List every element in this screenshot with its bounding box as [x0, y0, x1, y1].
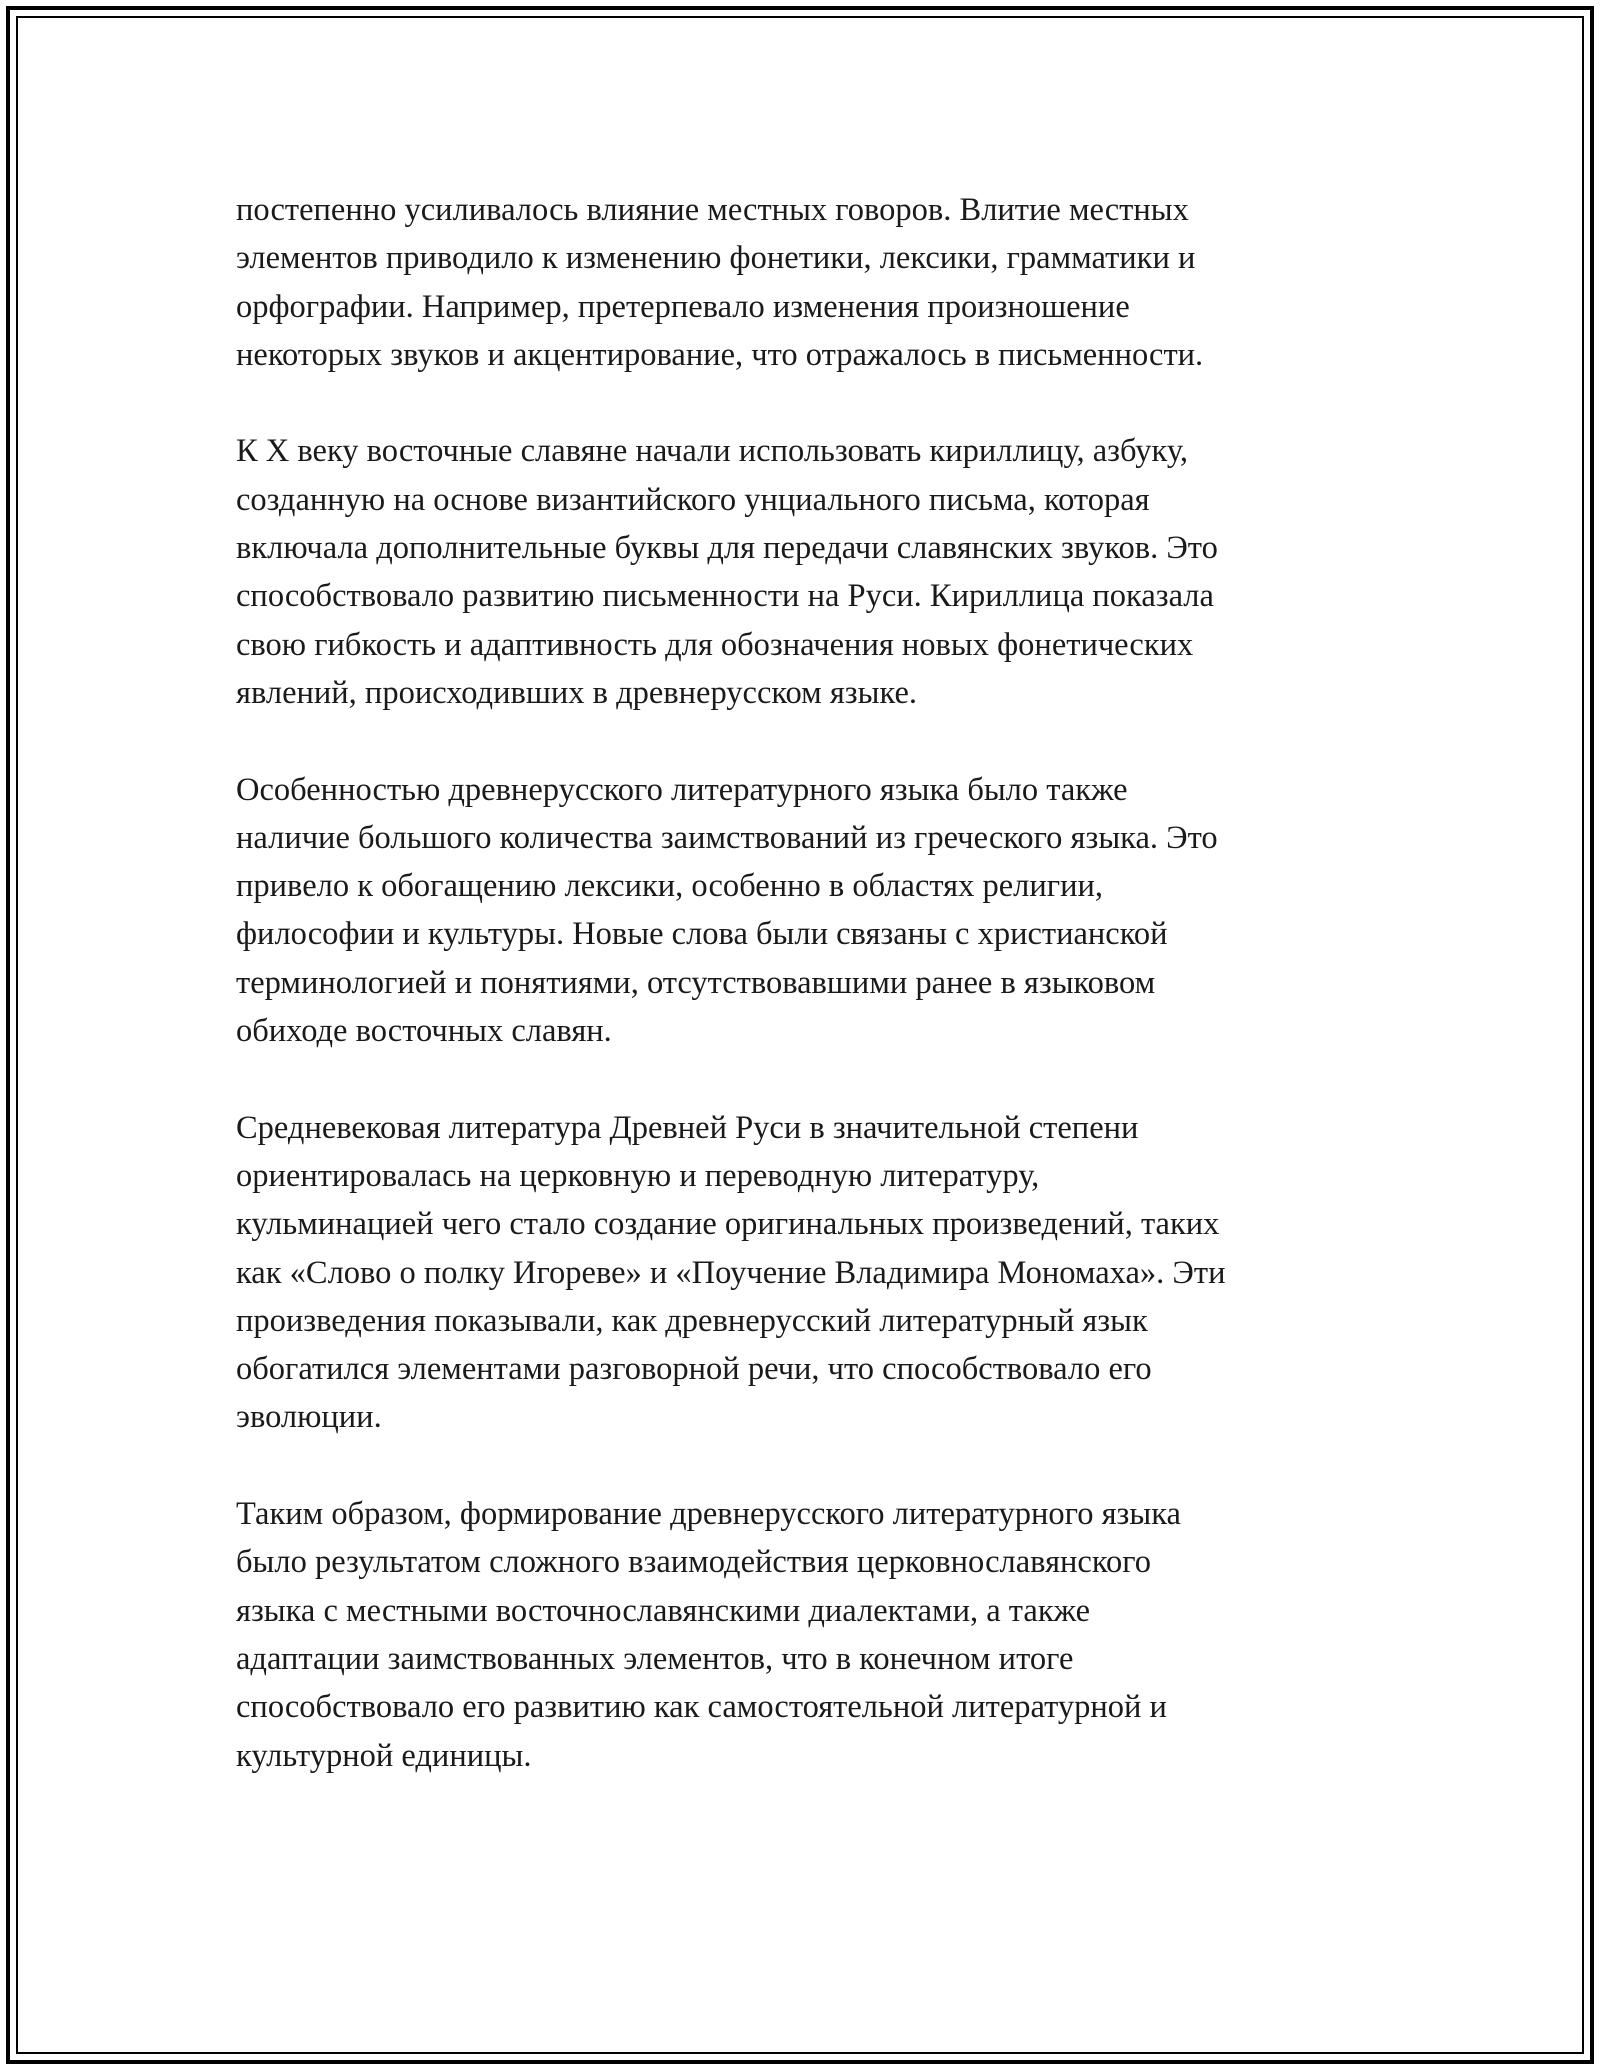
- text-line: философии и культуры. Новые слова были связаны с христианской: [236, 916, 1168, 953]
- text-line: обиходе восточных славян.: [236, 1013, 612, 1050]
- paragraph: [236, 1490, 1376, 1780]
- text-line: наличие большого количества заимствований из греческого языка. Это: [236, 819, 1218, 856]
- text-line: некоторых звуков и акцентирование, что отражалось в письменности.: [236, 336, 1204, 373]
- text-line: терминологией и понятиями, отсутствовавшими ранее в языковом: [236, 964, 1156, 1001]
- text-line: элементов приводило к изменению фонетики, лексики, грамматики и: [236, 240, 1196, 277]
- text-line: способствовало развитию письменности на Руси. Кириллица показала: [236, 578, 1214, 615]
- text-line: К X веку восточные славяне начали использовать кириллицу, азбуку,: [236, 433, 1188, 470]
- text-line: обогатился элементами разговорной речи, что способствовало его: [236, 1351, 1152, 1388]
- paragraph: [236, 186, 1376, 379]
- text-line: эволюции.: [236, 1399, 382, 1436]
- text-line: произведения показывали, как древнерусский литературный язык: [236, 1302, 1148, 1339]
- text-line: постепенно усиливалось влияние местных говоров. Влитие местных: [236, 192, 1189, 228]
- text-line: адаптации заимствованных элементов, что в конечном итоге: [236, 1640, 1074, 1677]
- text-line: как «Слово о полку Игореве» и «Поучение Владимира Мономаха». Эти: [236, 1254, 1226, 1291]
- paragraph: [236, 1104, 1376, 1442]
- text-line: было результатом сложного взаимодействия церковнославянского: [236, 1544, 1152, 1581]
- text-line: культурной единицы.: [236, 1737, 532, 1774]
- paragraph: [236, 427, 1376, 717]
- text-line: ориентировалась на церковную и переводную литературу,: [236, 1157, 1040, 1194]
- text-line: привело к обогащению лексики, особенно в областях религии,: [236, 868, 1103, 905]
- text-line: созданную на основе византийского унциального письма, которая: [236, 481, 1150, 518]
- text-line: кульминацией чего стало создание оригинальных произведений, таких: [236, 1206, 1220, 1243]
- text-line: Таким образом, формирование древнерусского литературного языка: [236, 1496, 1181, 1533]
- document-body: [236, 186, 1376, 1828]
- text-line: орфографии. Например, претерпевало изменения произношение: [236, 288, 1130, 325]
- text-line: Средневековая литература Древней Руси в значительной степени: [236, 1109, 1139, 1146]
- text-line: способствовало его развитию как самостоятельной литературной и: [236, 1689, 1167, 1726]
- text-line: Особенностью древнерусского литературного языка было также: [236, 771, 1128, 808]
- text-line: свою гибкость и адаптивность для обозначения новых фонетических: [236, 626, 1194, 663]
- text-line: включала дополнительные буквы для передачи славянских звуков. Это: [236, 530, 1218, 567]
- paragraph: [236, 766, 1376, 1056]
- text-line: явлений, происходивших в древнерусском языке.: [236, 674, 917, 711]
- text-line: языка с местными восточнославянскими диалектами, а также: [236, 1592, 1091, 1629]
